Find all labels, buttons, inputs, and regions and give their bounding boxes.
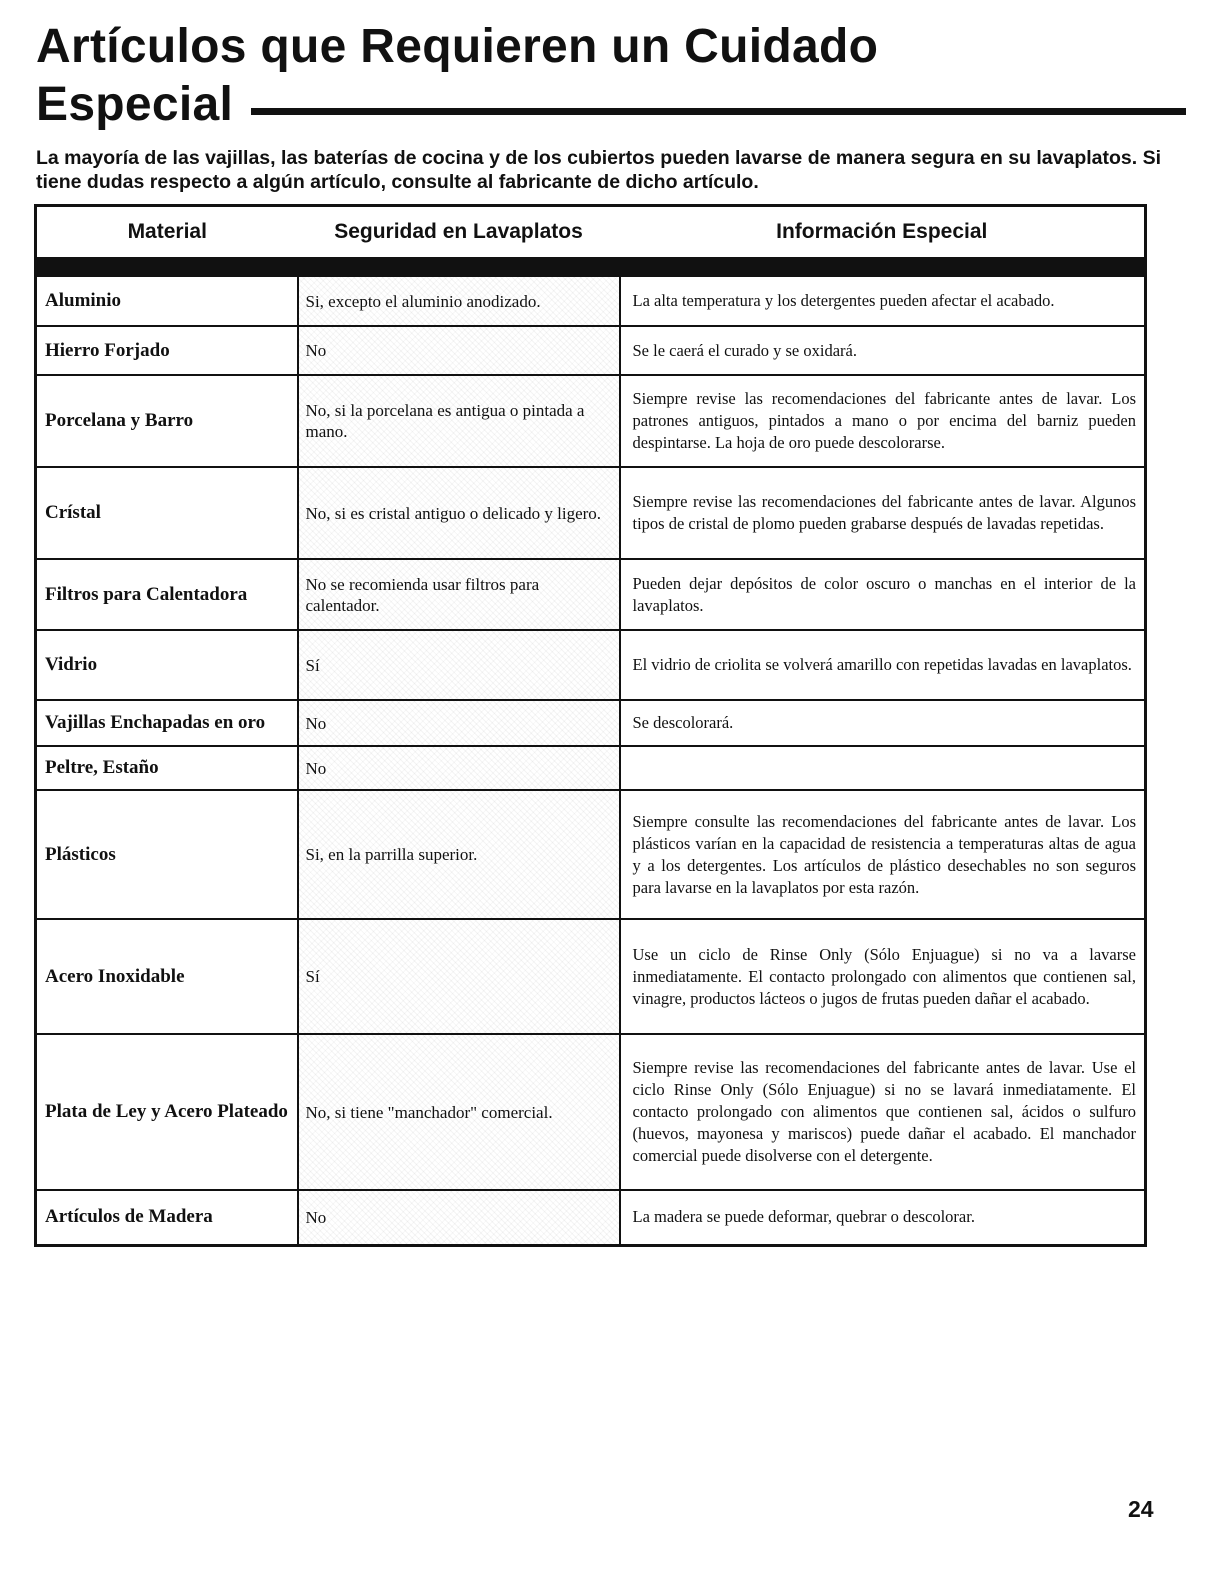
page-title-line-1: Artículos que Requieren un Cuidado [36, 20, 879, 73]
safety-cell: No se recomienda usar filtros para calentador. [298, 559, 620, 630]
material-cell: Hierro Forjado [36, 326, 298, 375]
material-cell: Aluminio [36, 276, 298, 326]
table-row [36, 790, 1146, 919]
material-cell: Vajillas Enchapadas en oro [36, 700, 298, 746]
header-safety: Seguridad en Lavaplatos [298, 206, 620, 259]
info-cell: La alta temperatura y los detergentes pueden afectar el acabado. [620, 276, 1146, 326]
safety-cell: Si, en la parrilla superior. [298, 790, 620, 919]
info-cell: Use un ciclo de Rinse Only (Sólo Enjuague) si no va a lavarse inmediatamente. El contacto prolongado con alimentos que contienen sal, vinagre, productos lácteos o jugos de frutas pueden dañar el acabado. [620, 919, 1146, 1034]
care-table-wrapper [34, 204, 1144, 1247]
safety-cell: No, si tiene "manchador" comercial. [298, 1034, 620, 1190]
header-info: Información Especial [620, 206, 1146, 259]
info-cell: Siempre revise las recomendaciones del fabricante antes de lavar. Los patrones antiguos, pintados a mano o por encima del barniz pueden despintarse. La hoja de oro puede descolorarse. [620, 375, 1146, 467]
info-cell: La madera se puede deformar, quebrar o descolorar. [620, 1190, 1146, 1245]
info-cell: El vidrio de criolita se volverá amarillo con repetidas lavadas en lavaplatos. [620, 630, 1146, 700]
material-cell: Filtros para Calentadora [36, 559, 298, 630]
table-row [36, 700, 1146, 746]
table-row [36, 1034, 1146, 1190]
table-row [36, 559, 1146, 630]
safety-cell: Si, excepto el aluminio anodizado. [298, 276, 620, 326]
material-cell: Peltre, Estaño [36, 746, 298, 790]
safety-cell: No [298, 700, 620, 746]
material-cell: Plata de Ley y Acero Plateado [36, 1034, 298, 1190]
table-row [36, 630, 1146, 700]
table-row [36, 467, 1146, 559]
table-row [36, 326, 1146, 375]
info-cell: Se le caerá el curado y se oxidará. [620, 326, 1146, 375]
table-row [36, 1190, 1146, 1245]
header-divider-bar [36, 258, 1146, 276]
safety-cell: No, si la porcelana es antigua o pintada a mano. [298, 375, 620, 467]
header-divider [36, 258, 1146, 276]
safety-cell: No, si es cristal antiguo o delicado y ligero. [298, 467, 620, 559]
safety-cell: No [298, 1190, 620, 1245]
info-cell: Siempre revise las recomendaciones del fabricante antes de lavar. Use el ciclo Rinse Only (Sólo Enjuague) si no se lavará inmediatamente. El contacto prolongado con alimentos que contienen sal, ácidos o sulfuro (huevos, mayonesa y mariscos) puede dañar el acabado. El manchador comercial puede disolverse con el detergente. [620, 1034, 1146, 1190]
page-title [36, 18, 1186, 134]
info-cell: Siempre consulte las recomendaciones del fabricante antes de lavar. Los plásticos varían en la capacidad de resistencia a temperaturas altas de agua y a los detergentes. Los artículos de plástico desechables no son seguros para lavarse en la lavaplatos por esta razón. [620, 790, 1146, 919]
safety-cell: Sí [298, 919, 620, 1034]
table-row [36, 375, 1146, 467]
care-table [34, 204, 1147, 1247]
table-row [36, 276, 1146, 326]
intro-paragraph: La mayoría de las vajillas, las baterías de cocina y de los cubiertos pueden lavarse de manera segura en su lavaplatos. Si tiene dudas respecto a algún artículo, consulte al fabricante de dicho artículo. [36, 147, 1162, 193]
page-title-line-2-wrapper [36, 76, 1186, 134]
info-cell: Se descolorará. [620, 700, 1146, 746]
safety-cell: No [298, 746, 620, 790]
table-header-row [36, 206, 1146, 259]
table-row [36, 919, 1146, 1034]
page-title-line-2: Especial [36, 78, 234, 131]
material-cell: Artículos de Madera [36, 1190, 298, 1245]
info-cell: Pueden dejar depósitos de color oscuro o manchas en el interior de la lavaplatos. [620, 559, 1146, 630]
title-rule [251, 108, 1186, 115]
material-cell: Plásticos [36, 790, 298, 919]
table-body [36, 276, 1146, 1245]
table-row [36, 746, 1146, 790]
material-cell: Crístal [36, 467, 298, 559]
header-material: Material [36, 206, 298, 259]
info-cell [620, 746, 1146, 790]
material-cell: Porcelana y Barro [36, 375, 298, 467]
safety-cell: Sí [298, 630, 620, 700]
material-cell: Vidrio [36, 630, 298, 700]
page-number: 24 [1128, 1496, 1154, 1522]
material-cell: Acero Inoxidable [36, 919, 298, 1034]
safety-cell: No [298, 326, 620, 375]
info-cell: Siempre revise las recomendaciones del fabricante antes de lavar. Algunos tipos de cristal de plomo pueden grabarse después de lavadas repetidas. [620, 467, 1146, 559]
